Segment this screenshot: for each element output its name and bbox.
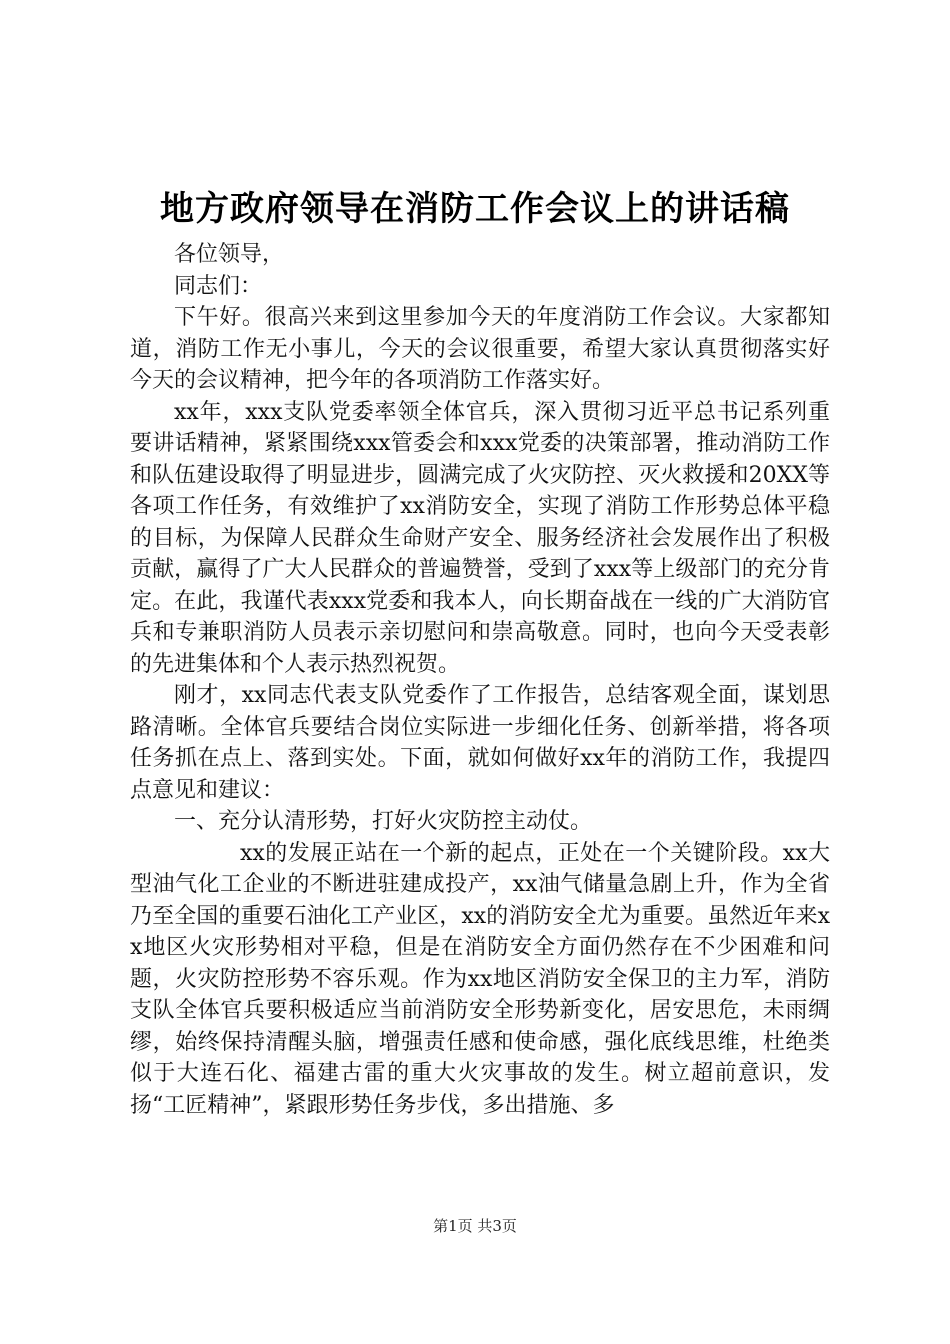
page-number-footer: 第1页 共3页: [433, 1217, 517, 1235]
salutation-comrades: 同志们：: [174, 273, 263, 299]
section-heading-1: 一、充分认清形势，打好火灾防控主动仗。: [174, 809, 593, 834]
salutation-leaders: 各位领导，: [174, 242, 285, 267]
paragraph-review: xx年，xxx支队党委率领全体官兵，深入贯彻习近平总书记系列重要讲话精神，紧紧围绕xxx管委会和xxx党委的决策部署，推动消防工作和队伍建设取得了明显进步，圆满完成了火灾防控、灭火救援和20XX等各项工作任务，有效维护了xx消防安全，实现了消防工作形势总体平稳的目标，为保障人民群众生命财产安全、服务经济社会发展作出了积极贡献，赢得了广大人民群众的普遍赞誉，受到了xxx等上级部门的充分肯定。在此，我谨代表xxx党委和我本人，向长期奋战在一线的广大消防官兵和专兼职消防人员表示亲切慰问和崇高敬意。同时，也向今天受表彰的先进集体和个人表示热烈祝贺。: [130, 399, 830, 677]
paragraph-greeting: 下午好。很高兴来到这里参加今天的年度消防工作会议。大家都知道，消防工作无小事儿，今天的会议很重要，希望大家认真贯彻落实好今天的会议精神，把今年的各项消防工作落实好。: [130, 305, 830, 393]
document-body: [130, 239, 830, 1121]
document-title: 地方政府领导在消防工作会议上的讲话稿: [160, 189, 790, 229]
paragraph-report: 刚才，xx同志代表支队党委作了工作报告，总结客观全面，谋划思路清晰。全体官兵要结合岗位实际进一步细化任务、创新举措，将各项任务抓在点上、落到实处。下面，就如何做好xx年的消防工作，我提四点意见和建议：: [130, 683, 830, 803]
paragraph-situation: xx的发展正站在一个新的起点，正处在一个关键阶段。xx大型油气化工企业的不断进驻建成投产，xx油气储量急剧上升，作为全省乃至全国的重要石油化工产业区，xx的消防安全尤为重要。虽然近年来xx地区火灾形势相对平稳，但是在消防安全方面仍然存在不少困难和问题，火灾防控形势不容乐观。作为xx地区消防安全保卫的主力军，消防支队全体官兵要积极适应当前消防安全形势新变化，居安思危，未雨绸缪，始终保持清醒头脑，增强责任感和使命感，强化底线思维，杜绝类似于大连石化、福建古雷的重大火灾事故的发生。树立超前意识，发扬“工匠精神”，紧跟形势任务步伐，多出措施、多: [130, 840, 830, 1118]
